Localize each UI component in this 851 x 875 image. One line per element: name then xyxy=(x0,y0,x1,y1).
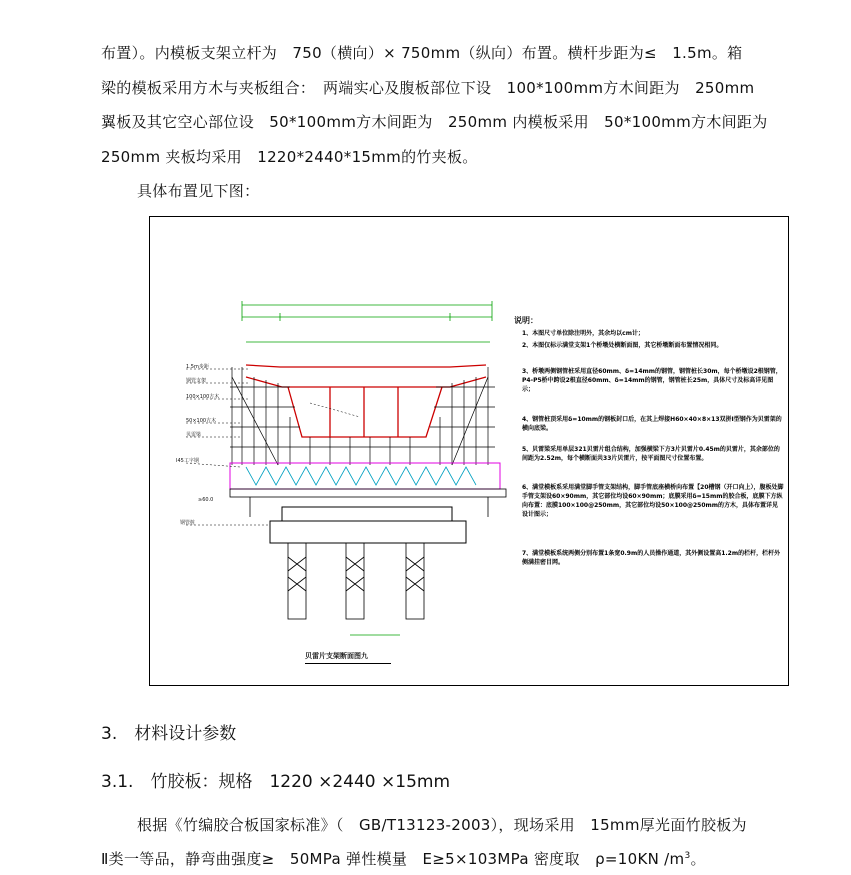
body2-line-1: 根据《竹编胶合板国家标准》（ GB/T13123-2003），现场采用 15mm厚光面竹胶板为 xyxy=(137,816,747,834)
cross-section-figure xyxy=(149,216,789,686)
density-exponent: 3 xyxy=(684,851,691,861)
dim-label-8: ≥60.0 xyxy=(198,497,214,503)
notes-title: 说明： xyxy=(514,316,538,325)
para-line-4: 250mm 夹板均采用 1220*2440*15mm的竹夹板。 xyxy=(101,148,478,166)
note-5: 5、贝雷梁采用单层321贝雷片组合结构，加强横梁下方3片贝雷片0.45m的贝雷片，其余部位的间距为2.52m，每个横断面共33片贝雷片，按平面图尺寸位置布置。 xyxy=(522,446,780,462)
para-line-3: 翼板及其它空心部位设 50*100mm方木间距为 250mm 内模板采用 50*100mm方木间距为 xyxy=(101,113,768,131)
dim-label-2: 钢管支架 xyxy=(186,378,207,384)
dim-label-7: 钢管桩 xyxy=(180,520,196,526)
para-line-5: 具体布置见下图： xyxy=(137,182,260,200)
para-line-1: 布置）。内模板支架立杆为 750（横向）× 750mm（纵向）布置。横杆步距为≤ 1.5m。箱 xyxy=(101,44,743,62)
dim-label-3: 100×100方木 xyxy=(186,394,220,400)
body2-line-2-tail: 。 xyxy=(690,850,706,868)
note-2: 2、本图仅标示满堂支架1个桥墩处横断面图，其它桥墩断面布置情况相同。 xyxy=(522,342,723,349)
note-7: 7、满堂模板系统两侧分别布置1条宽0.9m的人员操作通道，其外侧设置高1.2m的栏杆，栏杆外侧满挂密目网。 xyxy=(522,550,781,566)
note-1: 1、本图尺寸单位除注明外，其余均以cm计； xyxy=(522,330,644,337)
caption-underline xyxy=(305,663,391,664)
note-6: 6、满堂模板系采用满堂脚手管支架结构，脚手管底座横桥向布置【20槽钢（开口向上），腹板处脚手管支架设60×90mm，其它部位均设60×90mm；底膜采用δ=15mm的胶合板，底膜下方纵向布置：底膜100×100@250mm，其它部位均设50×100@250mm的方木，具体布置详见设计图示； xyxy=(522,484,784,518)
section-3-1-heading: 3.1. 竹胶板：规格 1220 ×2440 ×15mm xyxy=(101,772,451,792)
body2-line-2 xyxy=(101,848,706,869)
section-3-heading: 3. 材料设计参数 xyxy=(101,724,237,744)
dim-label-6: I45工字钢 xyxy=(176,458,199,464)
dim-label-1: 1.5m步距 xyxy=(186,364,209,370)
dim-label-4: 50×100方木 xyxy=(186,418,217,424)
figure-caption: 贝雷片支架断面图九 xyxy=(305,652,368,660)
body2-line-2-text: Ⅱ类一等品，静弯曲强度≥ 50MPa 弹性模量 E≥5×103MPa 密度取 ρ=10KN /m xyxy=(101,850,685,868)
dim-label-5: 贝雷梁 xyxy=(186,432,202,438)
note-4: 4、钢管桩顶采用δ=10mm的钢板封口后，在其上焊接H60×40×8×13双拼I型钢作为贝雷架的横向底梁。 xyxy=(522,416,782,432)
note-3: 3、桥墩两侧钢管桩采用直径60mm、δ=14mm的钢管，钢管桩长30m，每个桥墩设2根钢管，P4-P5桥中跨设2根直径60mm、δ=14mm的钢管，钢管桩长25m，具体尺寸及标高详见图示； xyxy=(522,368,782,393)
para-line-2: 梁的模板采用方木与夹板组合： 两端实心及腹板部位下设 100*100mm方木间距为 250mm xyxy=(101,79,755,97)
